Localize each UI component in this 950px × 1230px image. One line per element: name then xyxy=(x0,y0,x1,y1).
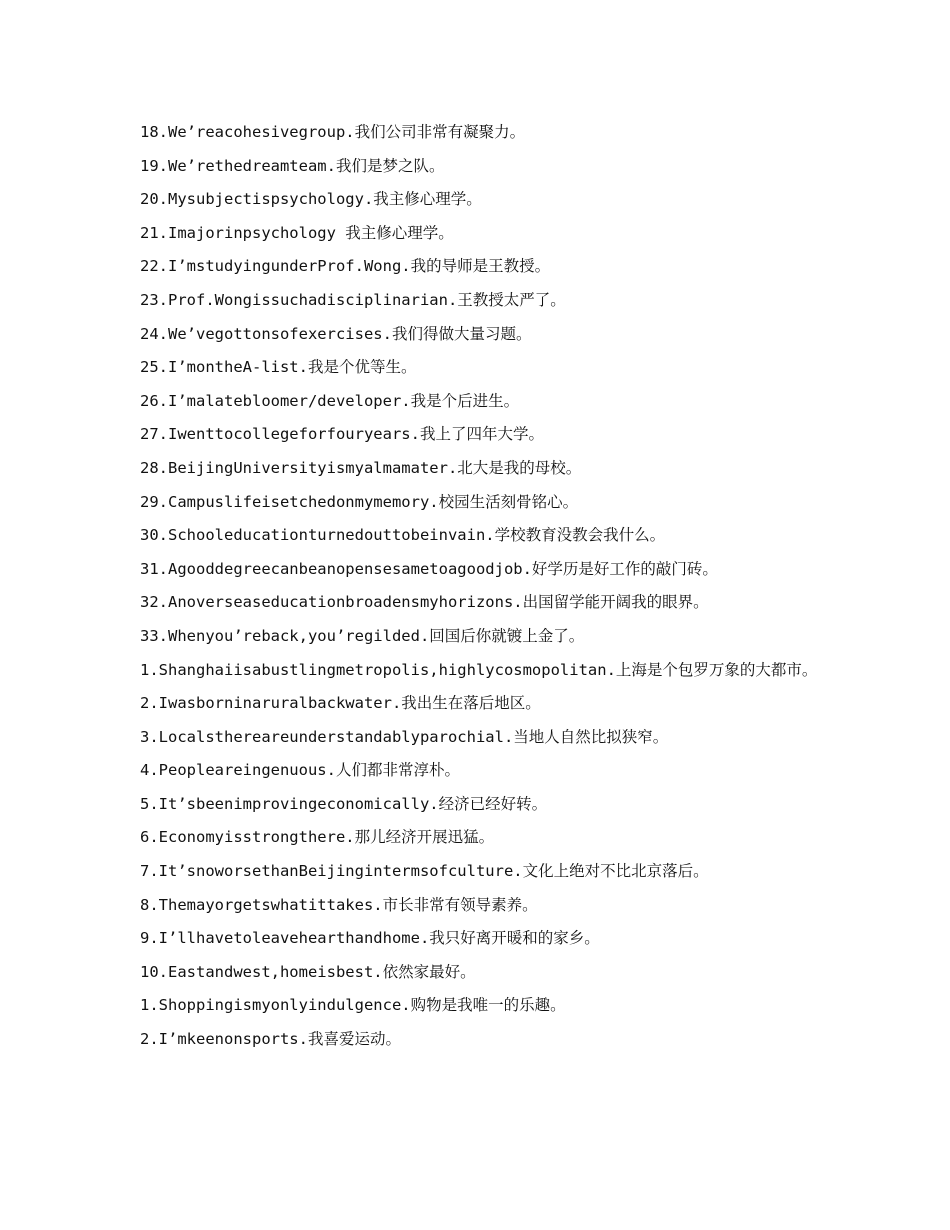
phrase-list xyxy=(140,116,820,1057)
list-item: 1.Shoppingismyonlyindulgence.购物是我唯一的乐趣。 xyxy=(140,996,566,1015)
list-item: 29.Campuslifeisetchedonmymemory.校园生活刻骨铭心。 xyxy=(140,492,579,511)
list-item: 6.Economyisstrongthere.那儿经济开展迅猛。 xyxy=(140,828,495,847)
list-item: 10.Eastandwest,homeisbest.依然家最好。 xyxy=(140,962,476,981)
list-item: 26.I’malatebloomer/developer.我是个后进生。 xyxy=(140,391,520,410)
list-item: 19.We’rethedreamteam.我们是梦之队。 xyxy=(140,156,445,175)
list-item: 27.Iwenttocollegeforfouryears.我上了四年大学。 xyxy=(140,425,544,444)
list-item: 2.I’mkeenonsports.我喜爱运动。 xyxy=(140,1030,401,1049)
list-item: 30.Schooleducationturnedouttobeinvain.学校教育没教会我什么。 xyxy=(140,526,666,545)
list-item: 21.Imajorinpsychology 我主修心理学。 xyxy=(140,223,454,242)
list-item: 7.It’snoworsethanBeijingintermsofculture.文化上绝对不比北京落后。 xyxy=(140,862,709,881)
list-item: 28.BeijingUniversityismyalmamater.北大是我的母校。 xyxy=(140,458,582,477)
list-item: 32.Anoverseaseducationbroadensmyhorizons.出国留学能开阔我的眼界。 xyxy=(140,593,709,612)
list-item: 1.Shanghaiisabustlingmetropolis,highlycosmopolitan.上海是个包罗万象的大都市。 xyxy=(140,660,818,679)
list-item: 31.Agooddegreecanbeanopensesametoagoodjob.好学历是好工作的敲门砖。 xyxy=(140,559,718,578)
list-item: 23.Prof.Wongissuchadisciplinarian.王教授太严了。 xyxy=(140,290,566,309)
list-item: 5.It’sbeenimprovingeconomically.经济已经好转。 xyxy=(140,794,548,813)
list-item: 33.Whenyou’reback,you’regilded.回国后你就镀上金了。 xyxy=(140,626,585,645)
list-item: 9.I’llhavetoleavehearthandhome.我只好离开暖和的家乡。 xyxy=(140,929,600,948)
list-item: 25.I’montheA-list.我是个优等生。 xyxy=(140,358,417,377)
list-item: 4.Peopleareingenuous.人们都非常淳朴。 xyxy=(140,761,460,780)
list-item: 2.Iwasborninaruralbackwater.我出生在落后地区。 xyxy=(140,694,541,713)
list-item: 22.I’mstudyingunderProf.Wong.我的导师是王教授。 xyxy=(140,257,551,276)
list-item: 18.We’reacohesivegroup.我们公司非常有凝聚力。 xyxy=(140,123,526,141)
list-item: 8.Themayorgetswhatittakes.市长非常有领导素养。 xyxy=(140,895,538,914)
list-item: 3.Localsthereareunderstandablyparochial.当地人自然比拟狭窄。 xyxy=(140,727,669,746)
list-item: 24.We’vegottonsofexercises.我们得做大量习题。 xyxy=(140,324,532,343)
list-item: 20.Mysubjectispsychology.我主修心理学。 xyxy=(140,190,482,209)
